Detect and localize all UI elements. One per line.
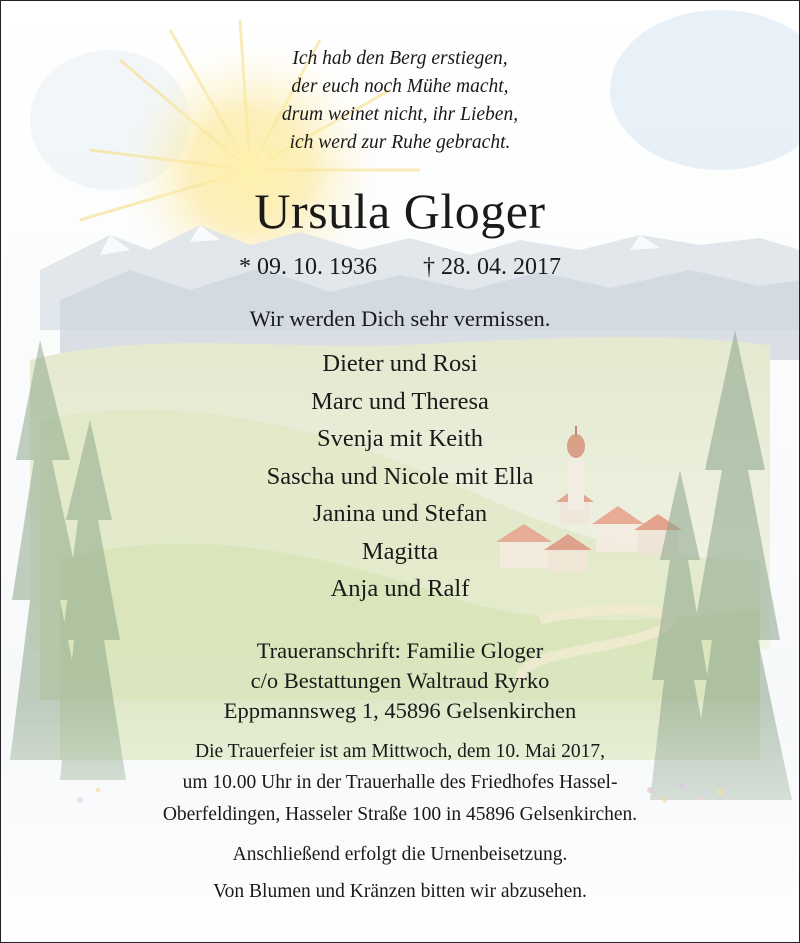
life-dates bbox=[0, 254, 800, 281]
family-member: Janina und Stefan bbox=[312, 500, 488, 527]
address-line: c/o Bestattungen Waltraud Ryrko bbox=[250, 668, 550, 693]
ceremony-line: um 10.00 Uhr in der Trauerhalle des Friedhofes Hassel- bbox=[182, 772, 618, 793]
ceremony-line: Oberfeldingen, Hasseler Straße 100 in 45896 Gelsenkirchen. bbox=[162, 804, 638, 825]
burial-note: Anschließend erfolgt die Urnenbeisetzung. bbox=[232, 844, 568, 865]
family-member: Anja und Ralf bbox=[330, 575, 470, 602]
death-date: † 28. 04. 2017 bbox=[423, 254, 561, 280]
birth-date: * 09. 10. 1936 bbox=[239, 254, 377, 280]
family-member: Svenja mit Keith bbox=[316, 425, 484, 452]
poem-line: drum weinet nicht, ihr Lieben, bbox=[281, 104, 519, 125]
poem-line: ich werd zur Ruhe gebracht. bbox=[289, 132, 511, 153]
address-line: Eppmannsweg 1, 45896 Gelsenkirchen bbox=[223, 698, 577, 723]
address-line: Traueranschrift: Familie Gloger bbox=[256, 638, 544, 663]
poem-line: Ich hab den Berg erstiegen, bbox=[292, 48, 508, 69]
family-member: Dieter und Rosi bbox=[322, 350, 478, 377]
family-member: Sascha und Nicole mit Ella bbox=[266, 463, 534, 490]
family-member: Marc und Theresa bbox=[311, 388, 489, 415]
ceremony-line: Die Trauerfeier ist am Mittwoch, dem 10. Mai 2017, bbox=[195, 741, 605, 762]
poem-line: der euch noch Mühe macht, bbox=[291, 76, 509, 97]
deceased-name: Ursula Gloger bbox=[254, 183, 546, 239]
family-member: Magitta bbox=[361, 538, 439, 565]
farewell-message: Wir werden Dich sehr vermissen. bbox=[249, 306, 551, 331]
flowers-note: Von Blumen und Kränzen bitten wir abzusehen. bbox=[213, 881, 587, 902]
